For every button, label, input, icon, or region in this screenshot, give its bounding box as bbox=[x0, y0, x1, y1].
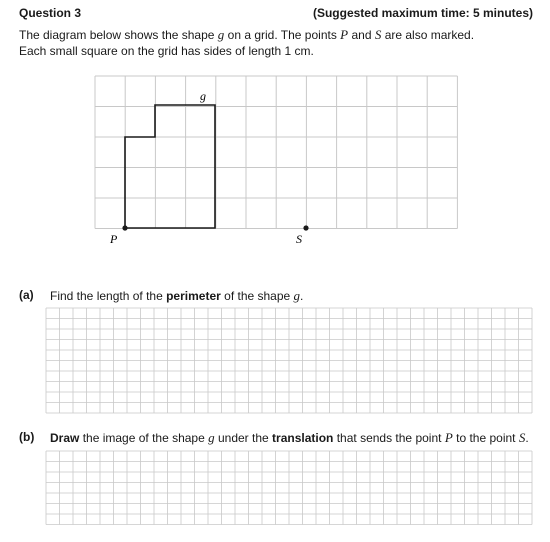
shape-var: g bbox=[217, 27, 225, 42]
point-p-dot bbox=[122, 225, 127, 230]
answer-grid-b[interactable] bbox=[46, 451, 532, 525]
part-b-question: Draw the image of the shape g under the translation that sends the point P to the point S. bbox=[50, 430, 529, 445]
point-p-label: P bbox=[110, 232, 118, 246]
point-p-var: P bbox=[340, 27, 349, 42]
part-a-question: Find the length of the perimeter of the shape g. bbox=[50, 288, 304, 303]
intro-line-1: The diagram below shows the shape g on a grid. The points P and S are also marked. bbox=[19, 27, 475, 42]
shape-g-label: g bbox=[200, 89, 206, 103]
point-s-var: S bbox=[374, 27, 382, 42]
part-a-label: (a) bbox=[19, 288, 34, 302]
part-b-label: (b) bbox=[19, 430, 35, 444]
diagram-grid bbox=[95, 76, 457, 229]
point-s-dot bbox=[303, 225, 308, 230]
shape-g-outline bbox=[125, 105, 215, 228]
question-title: Question 3 bbox=[19, 6, 82, 20]
suggested-time: (Suggested maximum time: 5 minutes) bbox=[312, 6, 533, 20]
intro-line-2: Each small square on the grid has sides of length 1 cm. bbox=[19, 44, 314, 58]
answer-grid-a[interactable] bbox=[46, 308, 532, 413]
point-s-label: S bbox=[296, 232, 302, 246]
